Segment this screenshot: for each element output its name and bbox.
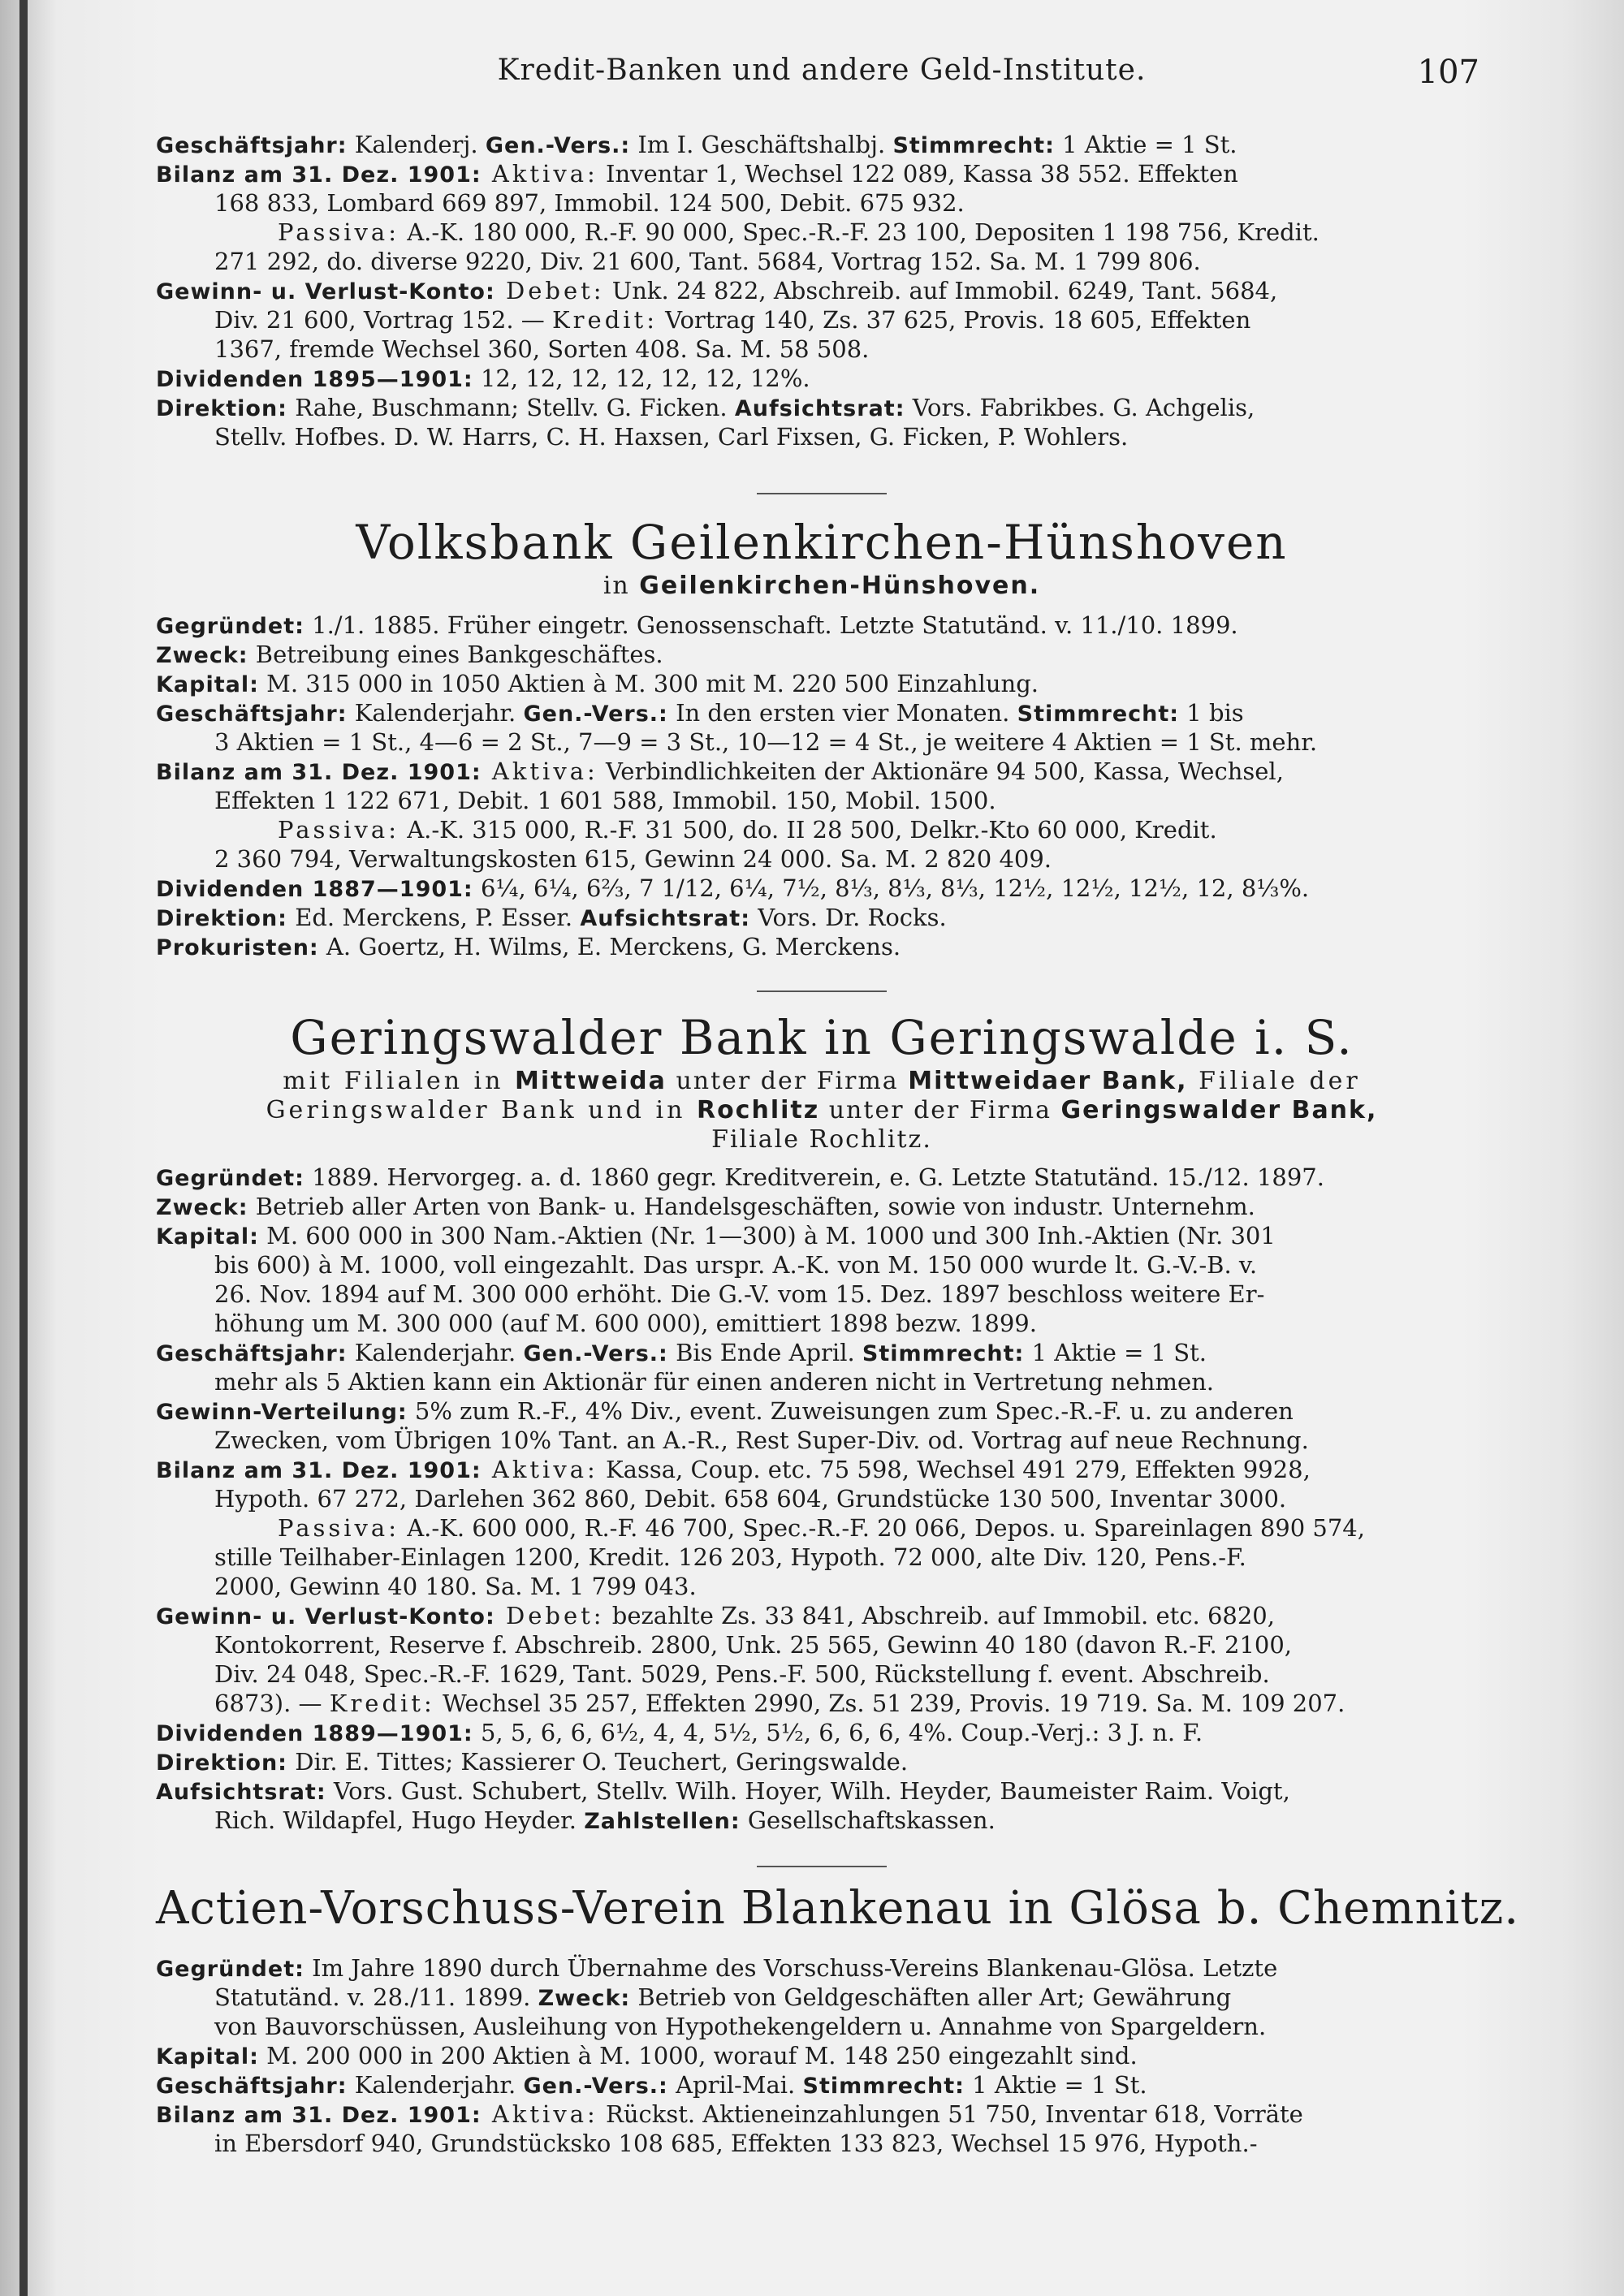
text-line: Dividenden 1887—1901: 6¼, 6¼, 6⅔, 7 1/12, 6¼, 7½, 8⅓, 8⅓, 8⅓, 12½, 12½, 12½, 12, 8⅓%.: [156, 874, 1310, 902]
text-line: höhung um M. 300 000 (auf M. 600 000), emittiert 1898 bezw. 1899.: [214, 1310, 1037, 1337]
text-line: Zweck: Betrieb aller Arten von Bank- u. Handelsgeschäften, sowie von industr. Unternehm.: [156, 1193, 1255, 1220]
text-line: 2000, Gewinn 40 180. Sa. M. 1 799 043.: [214, 1573, 697, 1600]
text-line: Geschäftsjahr: Kalenderjahr. Gen.-Vers.: April-Mai. Stimmrecht: 1 Aktie = 1 St.: [156, 2071, 1147, 2099]
section-title: Geringswalder Bank in Geringswalde i. S.: [290, 1010, 1354, 1065]
text-line: Geschäftsjahr: Kalenderjahr. Gen.-Vers.: In den ersten vier Monaten. Stimmrecht: 1 bis: [156, 699, 1244, 727]
text-line: Gegründet: 1./1. 1885. Früher eingetr. Genossenschaft. Letzte Statutänd. v. 11./10. 1899.: [156, 611, 1238, 639]
section-subtitle: Filiale Rochlitz.: [711, 1125, 932, 1154]
text-line: bis 600) à M. 1000, voll eingezahlt. Das urspr. A.-K. von M. 150 000 wurde lt. G.-V.-B. v.: [214, 1251, 1258, 1279]
text-line: Stellv. Hofbes. D. W. Harrs, C. H. Haxsen, Carl Fixsen, G. Ficken, P. Wohlers.: [214, 423, 1129, 451]
text-line: Gewinn- u. Verlust-Konto: Debet: Unk. 24 822, Abschreib. auf Immobil. 6249, Tant. 5684,: [156, 277, 1278, 304]
text-line: Bilanz am 31. Dez. 1901: Aktiva: Inventar 1, Wechsel 122 089, Kassa 38 552. Effekten: [156, 160, 1238, 188]
running-title: Kredit-Banken und andere Geld-Institute.: [497, 54, 1147, 87]
book-binding-edge: [19, 0, 28, 2296]
section-title: Actien-Vorschuss-Verein Blankenau in Glösa b. Chemnitz.: [156, 1882, 1520, 1935]
text-line: Bilanz am 31. Dez. 1901: Aktiva: Kassa, Coup. etc. 75 598, Wechsel 491 279, Effekten 9928,: [156, 1456, 1311, 1483]
section-divider: [757, 1866, 887, 1867]
text-line: Gegründet: Im Jahre 1890 durch Übernahme des Vorschuss-Vereins Blankenau-Glösa. Letzte: [156, 1954, 1278, 1982]
text-line: Kapital: M. 315 000 in 1050 Aktien à M. 300 mit M. 220 500 Einzahlung.: [156, 670, 1039, 697]
section-subtitle: Geringswalder Bank und in Rochlitz unter der Firma Geringswalder Bank,: [266, 1096, 1378, 1124]
text-line: Effekten 1 122 671, Debit. 1 601 588, Immobil. 150, Mobil. 1500.: [214, 787, 996, 814]
section-divider: [757, 493, 887, 494]
text-line: 26. Nov. 1894 auf M. 300 000 erhöht. Die G.-V. vom 15. Dez. 1897 beschloss weitere Er-: [214, 1280, 1265, 1308]
text-line: 168 833, Lombard 669 897, Immobil. 124 500, Debit. 675 932.: [214, 189, 965, 217]
text-line: Direktion: Dir. E. Tittes; Kassierer O. Teuchert, Geringswalde.: [156, 1748, 909, 1776]
section-subtitle: mit Filialen in Mittweida unter der Firma Mittweidaer Bank, Filiale der: [283, 1067, 1361, 1095]
text-line: Zwecken, vom Übrigen 10% Tant. an A.-R., Rest Super-Div. od. Vortrag auf neue Rechnung.: [214, 1426, 1309, 1454]
text-line: Zweck: Betreibung eines Bankgeschäftes.: [156, 641, 663, 668]
text-line: Aufsichtsrat: Vors. Gust. Schubert, Stellv. Wilh. Hoyer, Wilh. Heyder, Baumeister Raim. Voigt,: [156, 1777, 1290, 1805]
text-line: 1367, fremde Wechsel 360, Sorten 408. Sa. M. 58 508.: [214, 335, 870, 363]
text-line: von Bauvorschüssen, Ausleihung von Hypothekengeldern u. Annahme von Spargeldern.: [214, 2013, 1267, 2040]
text-line: Rich. Wildapfel, Hugo Heyder. Zahlstellen: Gesellschaftskassen.: [214, 1806, 996, 1834]
text-line: Kapital: M. 200 000 in 200 Aktien à M. 1000, worauf M. 148 250 eingezahlt sind.: [156, 2042, 1138, 2069]
text-line: 6873). — Kredit: Wechsel 35 257, Effekten 2990, Zs. 51 239, Provis. 19 719. Sa. M. 109 207.: [214, 1690, 1345, 1717]
text-line: Direktion: Ed. Merckens, P. Esser. Aufsichtsrat: Vors. Dr. Rocks.: [156, 904, 947, 931]
section-subtitle: in Geilenkirchen-Hünshoven.: [603, 572, 1041, 600]
text-line: 2 360 794, Verwaltungskosten 615, Gewinn 24 000. Sa. M. 2 820 409.: [214, 845, 1052, 873]
text-line: stille Teilhaber-Einlagen 1200, Kredit. 126 203, Hypoth. 72 000, alte Div. 120, Pens.-F.: [214, 1543, 1246, 1571]
text-line: Bilanz am 31. Dez. 1901: Aktiva: Rückst. Aktieneinzahlungen 51 750, Inventar 618, Vorräte: [156, 2100, 1303, 2128]
text-line: Dividenden 1895—1901: 12, 12, 12, 12, 12, 12, 12%.: [156, 365, 810, 392]
text-line: Statutänd. v. 28./11. 1899. Zweck: Betrieb von Geldgeschäften aller Art; Gewährung: [214, 1983, 1232, 2011]
text-line: Passiva: A.-K. 180 000, R.-F. 90 000, Spec.-R.-F. 23 100, Depositen 1 198 756, Kredit.: [278, 218, 1320, 246]
text-line: 3 Aktien = 1 St., 4—6 = 2 St., 7—9 = 3 St., 10—12 = 4 St., je weitere 4 Aktien = 1 St. mehr.: [214, 728, 1318, 756]
text-line: in Ebersdorf 940, Grundstücksko 108 685, Effekten 133 823, Wechsel 15 976, Hypoth.-: [214, 2130, 1258, 2157]
text-line: Hypoth. 67 272, Darlehen 362 860, Debit. 658 604, Grundstücke 130 500, Inventar 3000.: [214, 1485, 1287, 1513]
text-line: Bilanz am 31. Dez. 1901: Aktiva: Verbindlichkeiten der Aktionäre 94 500, Kassa, Wechsel,: [156, 757, 1284, 785]
text-line: mehr als 5 Aktien kann ein Aktionär für einen anderen nicht in Vertretung nehmen.: [214, 1368, 1215, 1396]
text-line: Gewinn-Verteilung: 5% zum R.-F., 4% Div., event. Zuweisungen zum Spec.-R.-F. u. zu anderen: [156, 1397, 1294, 1425]
text-line: Prokuristen: A. Goertz, H. Wilms, E. Merckens, G. Merckens.: [156, 933, 901, 960]
text-line: Gewinn- u. Verlust-Konto: Debet: bezahlte Zs. 33 841, Abschreib. auf Immobil. etc. 6820,: [156, 1602, 1275, 1629]
text-line: Passiva: A.-K. 600 000, R.-F. 46 700, Spec.-R.-F. 20 066, Depos. u. Spareinlagen 890 574,: [278, 1514, 1365, 1542]
section-title: Volksbank Geilenkirchen-Hünshoven: [356, 515, 1288, 570]
text-line: Direktion: Rahe, Buschmann; Stellv. G. Ficken. Aufsichtsrat: Vors. Fabrikbes. G. Achgelis,: [156, 394, 1255, 421]
page-header: [156, 54, 1488, 94]
text-line: Gegründet: 1889. Hervorgeg. a. d. 1860 gegr. Kreditverein, e. G. Letzte Statutänd. 15./12. 1897.: [156, 1163, 1324, 1191]
section-divider: [757, 990, 887, 992]
text-line: Geschäftsjahr: Kalenderj. Gen.-Vers.: Im I. Geschäftshalbj. Stimmrecht: 1 Aktie = 1 St.: [156, 131, 1237, 158]
text-line: Div. 24 048, Spec.-R.-F. 1629, Tant. 5029, Pens.-F. 500, Rückstellung f. event. Abschreib.: [214, 1660, 1270, 1688]
text-line: Dividenden 1889—1901: 5, 5, 6, 6, 6½, 4, 4, 5½, 5½, 6, 6, 6, 4%. Coup.-Verj.: 3 J. n. F.: [156, 1719, 1203, 1746]
text-line: Kapital: M. 600 000 in 300 Nam.-Aktien (Nr. 1—300) à M. 1000 und 300 Inh.-Aktien (Nr. 301: [156, 1222, 1276, 1249]
text-line: 271 292, do. diverse 9220, Div. 21 600, Tant. 5684, Vortrag 152. Sa. M. 1 799 806.: [214, 248, 1201, 275]
text-line: Kontokorrent, Reserve f. Abschreib. 2800, Unk. 25 565, Gewinn 40 180 (davon R.-F. 2100,: [214, 1631, 1293, 1659]
text-line: Geschäftsjahr: Kalenderjahr. Gen.-Vers.: Bis Ende April. Stimmrecht: 1 Aktie = 1 St.: [156, 1339, 1207, 1366]
page-number: 107: [1417, 54, 1479, 91]
text-line: Div. 21 600, Vortrag 152. — Kredit: Vortrag 140, Zs. 37 625, Provis. 18 605, Effekten: [214, 306, 1251, 334]
text-line: Passiva: A.-K. 315 000, R.-F. 31 500, do. II 28 500, Delkr.-Kto 60 000, Kredit.: [278, 816, 1217, 844]
